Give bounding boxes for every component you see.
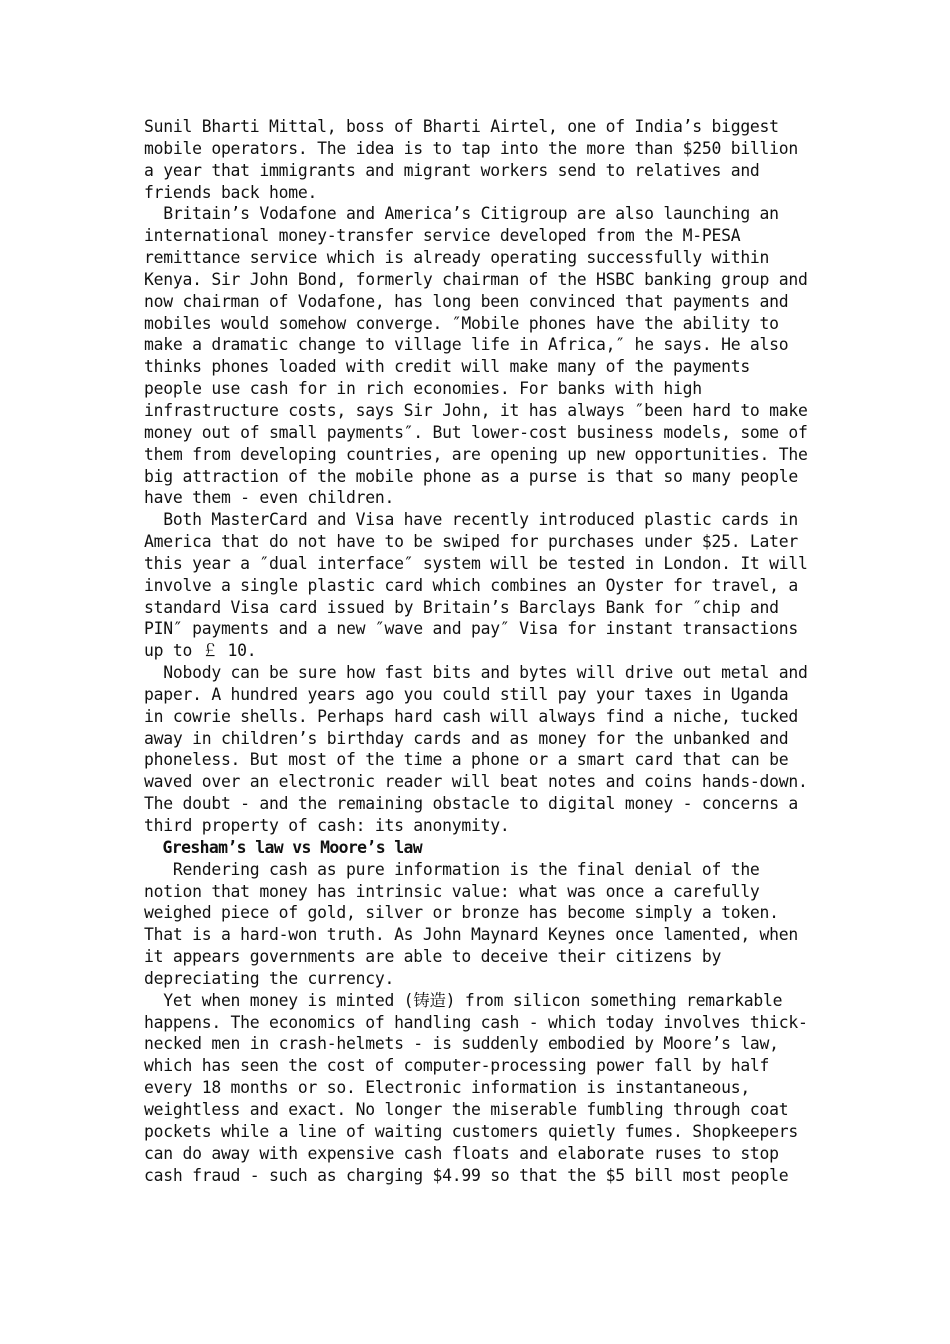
text-line: pockets while a line of waiting customers quietly fumes. Shopkeepers xyxy=(144,1121,799,1141)
text-line: weightless and exact. No longer the miserable fumbling through coat xyxy=(144,1099,789,1119)
text-line: big attraction of the mobile phone as a purse is that so many people xyxy=(144,466,799,486)
text-line: America that do not have to be swiped for purchases under $25. Later xyxy=(144,532,799,552)
text-line: Kenya. Sir John Bond, formerly chairman of the HSBC banking group and xyxy=(144,269,808,289)
text-line: Sunil Bharti Mittal, boss of Bharti Airtel, one of India’s biggest xyxy=(144,117,779,136)
text-line: PIN″ payments and a new ″wave and pay″ Visa for instant transactions xyxy=(144,619,799,639)
paragraph-mastercard-visa xyxy=(144,509,824,662)
text-line: weighed piece of gold, silver or bronze has become simply a token. xyxy=(144,903,779,923)
paragraph-vodafone xyxy=(144,203,824,509)
paragraph-rendering-cash xyxy=(144,859,824,990)
text-line: waved over an electronic reader will beat notes and coins hands-down. xyxy=(144,772,808,792)
text-line: friends back home. xyxy=(144,182,318,202)
text-line: involve a single plastic card which combines an Oyster for travel, a xyxy=(144,575,799,595)
paragraph-bits-and-bytes xyxy=(144,662,824,837)
text-line: necked men in crash-helmets - is suddenly embodied by Moore’s law, xyxy=(144,1034,779,1054)
text-line: phoneless. But most of the time a phone or a smart card that can be xyxy=(144,750,789,770)
text-line: The doubt - and the remaining obstacle to digital money - concerns a xyxy=(144,794,799,814)
text-line: people use cash for in rich economies. For banks with high xyxy=(144,379,702,399)
text-line: money out of small payments″. But lower-cost business models, some of xyxy=(144,422,808,442)
text-line: it appears governments are able to deceive their citizens by xyxy=(144,947,722,967)
text-line: a year that immigrants and migrant workers send to relatives and xyxy=(144,160,760,180)
text-line: thinks phones loaded with credit will make many of the payments xyxy=(144,357,750,377)
text-line: cash fraud - such as charging $4.99 so that the $5 bill most people xyxy=(144,1165,789,1185)
text-line: have them - even children. xyxy=(144,488,395,508)
text-line: make a dramatic change to village life in Africa,″ he says. He also xyxy=(144,335,789,355)
text-line: remittance service which is already operating successfully within xyxy=(144,248,770,268)
text-line: mobiles would somehow converge. ″Mobile phones have the ability to xyxy=(144,313,779,333)
text-line: mobile operators. The idea is to tap into the more than $250 billion xyxy=(144,138,799,158)
text-line: can do away with expensive cash floats and elaborate ruses to stop xyxy=(144,1143,779,1163)
text-line: this year a ″dual interface″ system will be tested in London. It will xyxy=(144,553,808,573)
text-line: Both MasterCard and Visa have recently introduced plastic cards in xyxy=(144,510,799,530)
text-line: depreciating the currency. xyxy=(144,968,395,988)
section-heading: Gresham’s law vs Moore’s law xyxy=(144,837,423,857)
text-line: standard Visa card issued by Britain’s Barclays Bank for ″chip and xyxy=(144,597,779,617)
text-line: Yet when money is minted (铸造) from silicon something remarkable xyxy=(144,990,783,1010)
article-body xyxy=(144,116,824,1186)
text-line: notion that money has intrinsic value: what was once a carefully xyxy=(144,881,760,901)
text-line: them from developing countries, are opening up new opportunities. The xyxy=(144,444,808,464)
text-line: up to ￡ 10. xyxy=(144,641,257,661)
text-line: away in children’s birthday cards and as money for the unbanked and xyxy=(144,728,789,748)
paragraph-airtel xyxy=(144,116,824,203)
text-line: paper. A hundred years ago you could still pay your taxes in Uganda xyxy=(144,684,789,704)
text-line: Britain’s Vodafone and America’s Citigroup are also launching an xyxy=(144,204,779,224)
text-line: every 18 months or so. Electronic information is instantaneous, xyxy=(144,1078,750,1098)
text-line: in cowrie shells. Perhaps hard cash will always find a niche, tucked xyxy=(144,706,799,726)
text-line: Nobody can be sure how fast bits and bytes will drive out metal and xyxy=(144,663,808,683)
text-line: international money-transfer service developed from the M-PESA xyxy=(144,226,741,246)
text-line: now chairman of Vodafone, has long been convinced that payments and xyxy=(144,291,789,311)
paragraph-silicon xyxy=(144,990,824,1187)
text-line: which has seen the cost of computer-processing power fall by half xyxy=(144,1056,770,1076)
text-line: third property of cash: its anonymity. xyxy=(144,816,510,835)
text-line: infrastructure costs, says Sir John, it has always ″been hard to make xyxy=(144,400,808,420)
text-line: Rendering cash as pure information is the final denial of the xyxy=(144,859,760,879)
text-line: happens. The economics of handling cash - which today involves thick- xyxy=(144,1012,808,1032)
text-line: That is a hard-won truth. As John Maynard Keynes once lamented, when xyxy=(144,925,799,945)
